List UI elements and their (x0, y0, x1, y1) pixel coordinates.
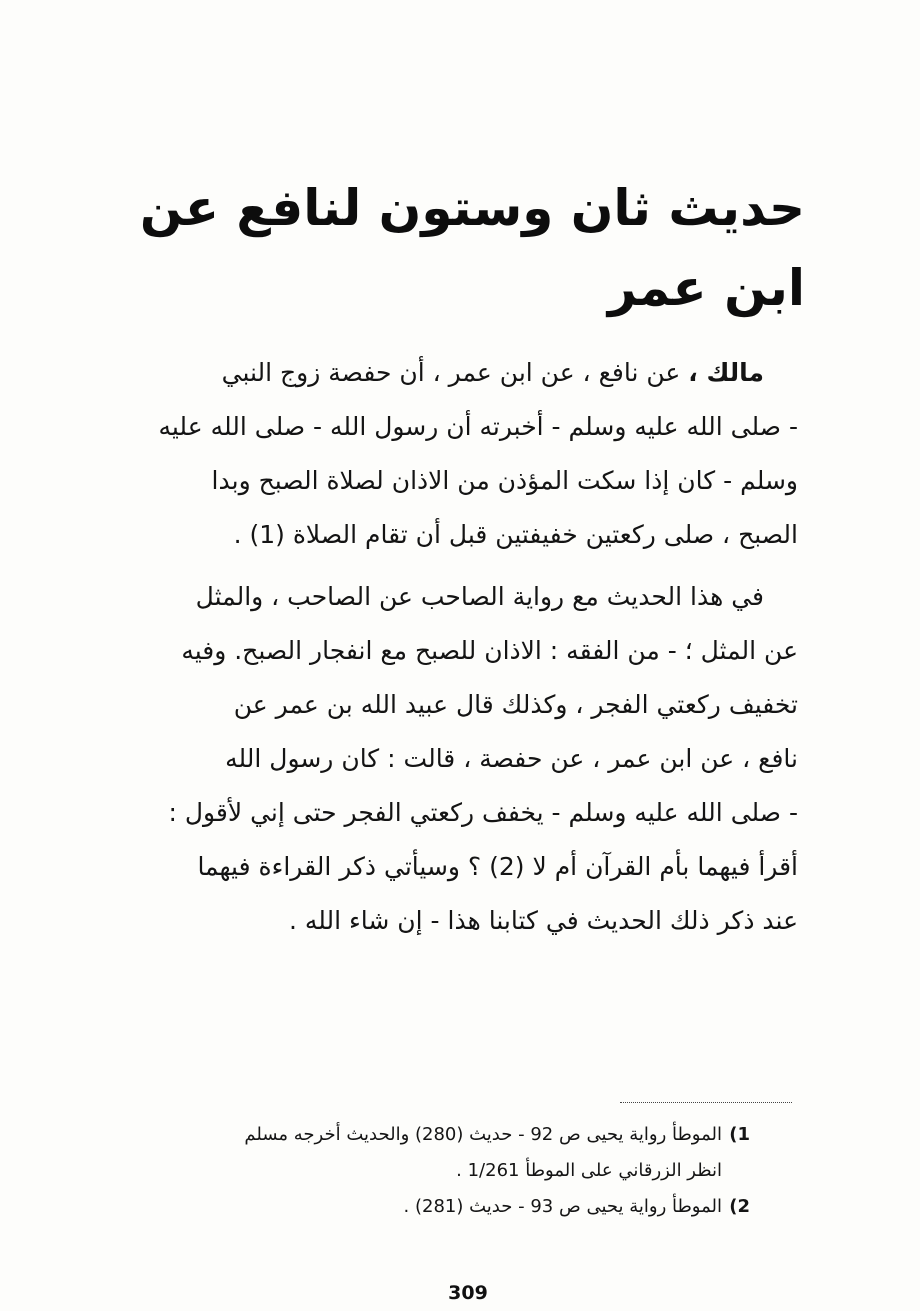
footnotes (150, 1117, 750, 1225)
title-line-2: ابن عمر (607, 259, 805, 317)
hadith-text-paragraph (158, 346, 798, 562)
paragraph-line: نافع ، عن ابن عمر ، عن حفصة ، قالت : كان رسول الله (225, 744, 798, 773)
paragraph-line: - صلى الله عليه وسلم - أخبرته أن رسول الله - صلى الله عليه (158, 412, 798, 441)
page-number: 309 (448, 1282, 488, 1304)
footnote-number: 1) (729, 1124, 750, 1145)
paragraph-line: - صلى الله عليه وسلم - يخفف ركعتي الفجر حتى إني لأقول : (168, 798, 798, 827)
paragraph-line: الصبح ، صلى ركعتين خفيفتين قبل أن تقام الصلاة (1) . (233, 520, 798, 549)
commentary-paragraph (158, 570, 798, 948)
paragraph-line: عن المثل ؛ - من الفقه : الاذان للصبح مع انفجار الصبح. وفيه (181, 636, 798, 665)
chapter-title (139, 168, 805, 328)
paragraph-line: أقرأ فيهما بأم القرآن أم لا (2) ؟ وسيأتي ذكر القراءة فيهما (197, 852, 798, 881)
paragraph-line: تخفيف ركعتي الفجر ، وكذلك قال عبيد الله بن عمر عن (233, 690, 798, 719)
footnote-1 (150, 1117, 750, 1189)
footnote-2 (150, 1189, 750, 1225)
footnote-line: الموطأ رواية يحيى ص 92 - حديث (280) والحديث أخرجه مسلم (244, 1124, 722, 1145)
narrator-lead: مالك ، (688, 358, 764, 387)
footnote-line: انظر الزرقاني على الموطأ 1/261 . (456, 1160, 722, 1181)
paragraph-line: وسلم - كان إذا سكت المؤذن من الاذان لصلاة الصبح وبدا (211, 466, 798, 495)
paragraph-line (158, 346, 798, 400)
paragraph-line-text: عن نافع ، عن ابن عمر ، أن حفصة زوج النبي (221, 358, 681, 387)
footnote-number: 2) (729, 1196, 750, 1217)
footnote-divider (620, 1102, 792, 1103)
title-line-1: حديث ثان وستون لنافع عن (139, 179, 805, 237)
footnote-line: الموطأ رواية يحيى ص 93 - حديث (281) . (403, 1196, 722, 1217)
paragraph-line: عند ذكر ذلك الحديث في كتابنا هذا - إن شاء الله . (288, 906, 798, 935)
paragraph-line: في هذا الحديث مع رواية الصاحب عن الصاحب ، والمثل (195, 582, 764, 611)
